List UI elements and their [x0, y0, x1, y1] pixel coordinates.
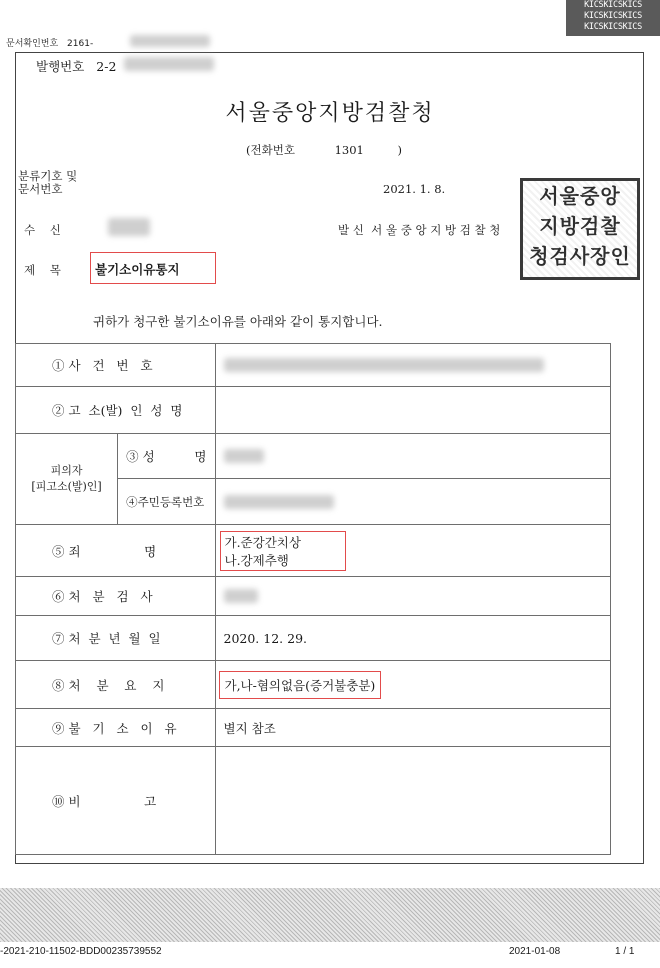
seal-line: 청검사장인	[529, 244, 631, 268]
charge-label: ⑤ 죄 명	[16, 525, 216, 577]
resident-number-value	[215, 479, 611, 525]
subject-label: 제 목	[24, 263, 61, 277]
doc-check-number	[6, 36, 93, 49]
table-row	[16, 709, 611, 747]
seal-line: 서울중앙	[539, 184, 621, 208]
footer-date: 2021-01-08	[509, 946, 561, 957]
sender: 발 신 서 울 중 앙 지 방 검 찰 청	[338, 223, 501, 237]
doc-check-value: 2161-	[67, 39, 94, 49]
official-seal	[520, 178, 640, 280]
issue-label: 발행번호	[36, 59, 85, 74]
resident-number-label: ④주민등록번호	[118, 479, 215, 525]
table-row	[16, 661, 611, 709]
doc-check-label: 문서확인번호	[6, 39, 59, 49]
seal-line: 지방검찰	[539, 214, 621, 238]
charge-line: 나.강제추행	[224, 552, 289, 568]
security-pattern	[0, 888, 660, 942]
table-row	[16, 616, 611, 661]
subject-text: 불기소이유통지	[95, 262, 180, 277]
footer-code: -2021-210-11502-BDD00235739552	[0, 946, 162, 957]
redaction	[224, 449, 264, 463]
redaction	[224, 589, 258, 603]
phone-value: 1301	[334, 143, 364, 157]
disposition-summary-label: ⑧ 처 분 요 지	[16, 661, 216, 709]
charge-highlight	[220, 531, 346, 571]
name-value	[215, 434, 611, 479]
redaction	[124, 57, 214, 71]
case-number-label: ① 사 건 번 호	[16, 344, 216, 387]
footer-page: 1 / 1	[615, 946, 635, 957]
case-number-value	[215, 344, 611, 387]
table-row	[16, 344, 611, 387]
disposition-date-label: ⑦ 처 분 년 월 일	[16, 616, 216, 661]
non-prosecution-reason-value: 별지 참조	[215, 709, 611, 747]
complainant-value	[215, 387, 611, 434]
table-row	[16, 577, 611, 616]
redaction	[224, 358, 544, 372]
complainant-label: ② 고 소(발) 인 성 명	[16, 387, 216, 434]
subject-highlight	[90, 252, 216, 284]
disposition-date-value: 2020. 12. 29.	[215, 616, 611, 661]
charge-value	[215, 525, 611, 577]
watermark-line: KICSKICSKICS	[584, 22, 642, 32]
disposition-summary-value	[215, 661, 611, 709]
redaction	[130, 35, 210, 47]
issue-value: 2-2	[96, 59, 117, 74]
redaction	[224, 495, 334, 509]
table-row	[16, 387, 611, 434]
notice-table	[15, 343, 611, 855]
suspect-label	[16, 434, 118, 525]
phone-line	[246, 142, 402, 158]
classification-label-line: 분류기호 및	[18, 169, 78, 183]
intro-text: 귀하가 청구한 불기소이유를 아래와 같이 통지합니다.	[93, 314, 383, 329]
kics-watermark	[566, 0, 660, 36]
classification-label-line: 문서번호	[18, 182, 63, 196]
page-title: 서울중앙지방검찰청	[225, 101, 435, 126]
recipient-label: 수 신	[24, 223, 61, 237]
issue-date: 2021. 1. 8.	[383, 182, 446, 196]
watermark-line: KICSKICSKICS	[584, 11, 642, 21]
classification-label	[18, 170, 77, 196]
redaction	[108, 218, 150, 236]
table-row	[16, 434, 611, 479]
table-row	[16, 747, 611, 855]
suspect-label-line: 피의자	[50, 464, 83, 477]
name-label: ③ 성 명	[118, 434, 215, 479]
disposition-highlight: 가,나-혐의없음(증거불충분)	[219, 671, 382, 699]
phone-close: )	[397, 143, 403, 157]
watermark-line: KICSKICSKICS	[584, 0, 642, 10]
remarks-value	[215, 747, 611, 855]
remarks-label: ⑩ 비 고	[16, 747, 216, 855]
non-prosecution-reason-label: ⑨ 불 기 소 이 유	[16, 709, 216, 747]
charge-line: 가.준강간치상	[224, 534, 301, 550]
suspect-label-line: [피고소(발)인]	[31, 480, 102, 493]
issue-number	[36, 57, 116, 75]
table-row	[16, 525, 611, 577]
prosecutor-value	[215, 577, 611, 616]
phone-label: (전화번호	[246, 143, 295, 157]
prosecutor-label: ⑥ 처 분 검 사	[16, 577, 216, 616]
